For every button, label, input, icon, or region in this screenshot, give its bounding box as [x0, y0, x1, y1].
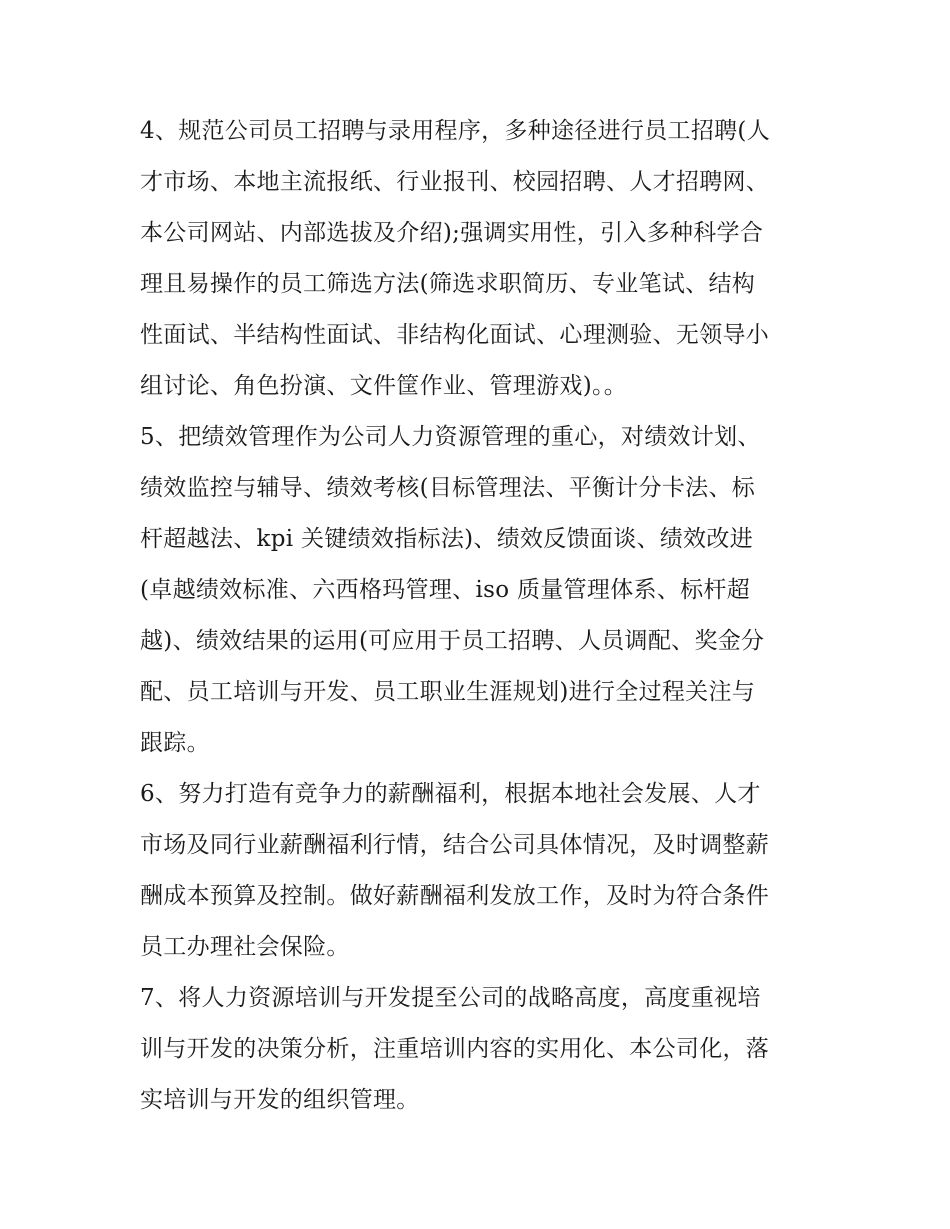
- text-line: 性面试、半结构性面试、非结构化面试、心理测验、无领导小: [140, 322, 770, 348]
- text-line: 才市场、本地主流报纸、行业报刊、校园招聘、人才招聘网、: [140, 169, 770, 195]
- text-line: 越)、绩效结果的运用(可应用于员工招聘、人员调配、奖金分: [140, 628, 765, 654]
- paragraph-item-5: [140, 412, 815, 769]
- text-line: 5、把绩效管理作为公司人力资源管理的重心，对绩效计划、: [140, 424, 761, 450]
- text-line: 绩效监控与辅导、绩效考核(目标管理法、平衡计分卡法、标: [140, 475, 756, 501]
- document-body: [140, 106, 815, 1126]
- text-line: 配、员工培训与开发、员工职业生涯规划)进行全过程关注与: [140, 679, 756, 705]
- paragraph-item-7: [140, 973, 815, 1126]
- text-line: 组讨论、角色扮演、文件筐作业、管理游戏)。。: [140, 373, 628, 399]
- text-line: 实培训与开发的组织管理。: [140, 1087, 420, 1113]
- text-line: 酬成本预算及控制。做好薪酬福利发放工作，及时为符合条件: [140, 883, 770, 909]
- text-line: 训与开发的决策分析，注重培训内容的实用化、本公司化，落: [140, 1036, 770, 1062]
- text-line: 6、努力打造有竞争力的薪酬福利，根据本地社会发展、人才: [140, 781, 761, 807]
- text-line: 理且易操作的员工筛选方法(筛选求职简历、专业笔试、结构: [140, 271, 756, 297]
- text-line: 本公司网站、内部选拔及介绍);强调实用性，引入多种科学合: [140, 220, 764, 246]
- text-line: 7、将人力资源培训与开发提至公司的战略高度，高度重视培: [140, 985, 761, 1011]
- text-line: 跟踪。: [140, 730, 210, 756]
- paragraph-item-6: [140, 769, 815, 973]
- paragraph-item-4: [140, 106, 815, 412]
- text-line: 员工办理社会保险。: [140, 934, 350, 960]
- text-line: 4、规范公司员工招聘与录用程序，多种途径进行员工招聘(人: [140, 118, 771, 144]
- text-line: (卓越绩效标准、六西格玛管理、iso 质量管理体系、标杆超: [140, 577, 750, 603]
- text-line: 市场及同行业薪酬福利行情，结合公司具体情况，及时调整薪: [140, 832, 770, 858]
- text-line: 杆超越法、kpi 关键绩效指标法)、绩效反馈面谈、绩效改进: [140, 526, 753, 552]
